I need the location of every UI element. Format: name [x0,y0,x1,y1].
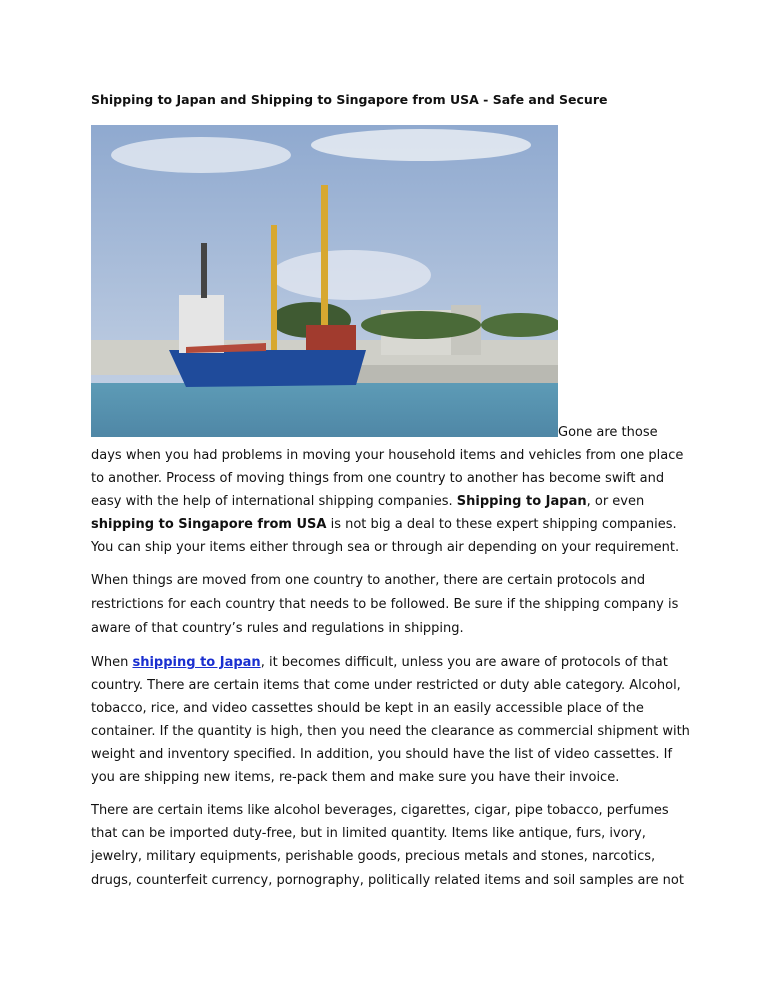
paragraph-4-line: There are certain items like alcohol beverages, cigarettes, cigar, pipe tobacco, perfumes [91,803,669,818]
paragraph-3-line: weight and inventory specified. In addition, you should have the list of video cassettes. If [91,747,673,762]
paragraph-2-line: restrictions for each country that needs to be followed. Be sure if the shipping company is [91,597,679,612]
paragraph-2-line: When things are moved from one country to another, there are certain protocols and [91,573,646,588]
document-title: Shipping to Japan and Shipping to Singapore from USA - Safe and Secure [91,92,608,107]
bold-keyword: shipping to Singapore from USA [91,517,327,532]
paragraph-1-line: You can ship your items either through sea or through air depending on your requirement. [91,540,680,555]
bold-keyword: Shipping to Japan [456,494,587,509]
paragraph-3-line: tobacco, rice, and video cassettes should be kept in an easily accessible place of the [91,701,644,716]
paragraph-2-line: aware of that country’s rules and regulations in shipping. [91,621,464,636]
text: is not big a deal to these expert shipping companies. [326,517,677,532]
text: , it becomes difficult, unless you are aware of protocols of that [260,655,668,670]
paragraph-1-line: Gone are those [558,425,658,440]
paragraph-3-line: you are shipping new items, re-pack them and make sure you have their invoice. [91,770,620,785]
cargo-ship-photo [91,125,558,437]
paragraph-1-line: days when you had problems in moving your household items and vehicles from one place [91,448,684,463]
text: , or even [586,494,645,509]
paragraph-3-line: country. There are certain items that come under restricted or duty able category. Alcohol, [91,678,681,693]
paragraph-1-line [91,494,644,510]
paragraph-3-line: container. If the quantity is high, then you need the clearance as commercial shipment with [91,724,690,739]
paragraph-4-line: that can be imported duty-free, but in limited quantity. Items like antique, furs, ivory, [91,826,646,841]
paragraph-3-line [91,655,668,671]
text: When [91,655,133,670]
paragraph-4-line: drugs, counterfeit currency, pornography, politically related items and soil samples are not [91,873,684,888]
paragraph-1-line: to another. Process of moving things from one country to another has become swift and [91,471,665,486]
paragraph-4-line: jewelry, military equipments, perishable goods, precious metals and stones, narcotics, [91,849,656,864]
text: easy with the help of international shipping companies. [91,494,457,509]
paragraph-1-line [91,517,677,533]
shipping-to-japan-link[interactable]: shipping to Japan [132,655,261,670]
